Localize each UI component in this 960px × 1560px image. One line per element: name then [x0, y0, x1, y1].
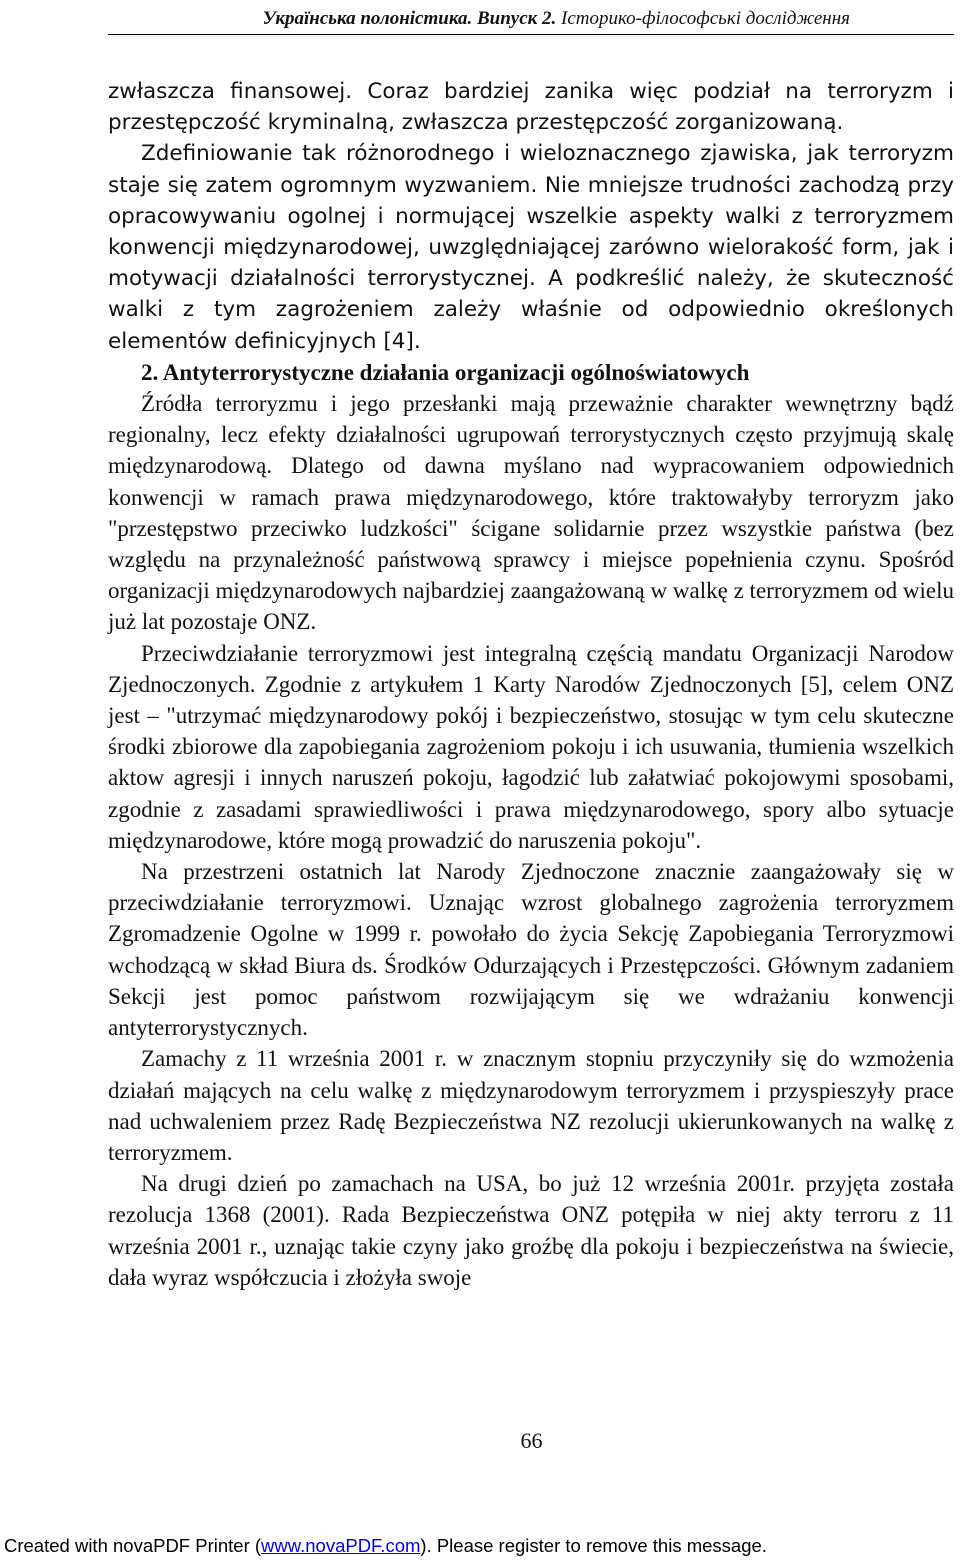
paragraph-7: Na drugi dzień po zamachach na USA, bo już 12 września 2001r. przyjęta została rezolucja 1368 (2001). Rada Bezpieczeństwa ONZ potępiła w niej akty terroru z 11 września 2001 r., uznając takie czyny jako groźbę dla pokoju i bezpieczeństwa na świecie, dała wyraz współczucia i złożyła swoje — [108, 1171, 954, 1290]
paragraph-6: Zamachy z 11 września 2001 r. w znacznym stopniu przyczyniły się do wzmożenia działań mających na celu walkę z międzynarodowym terroryzmem i przyspieszyły prace nad uchwaleniem przez Radę Bezpieczeństwa NZ rezolucji ukierunkowanych na walkę z terroryzmem. — [108, 1046, 954, 1165]
header-rule — [108, 34, 954, 35]
page-body — [108, 76, 954, 1293]
page-number: 66 — [520, 1428, 543, 1453]
paragraph-1: zwłaszcza finansowej. Coraz bardziej zanika więc podział na terroryzm i przestępczość kryminalną, zwłaszcza przestępczość zorganizowaną. — [108, 79, 954, 136]
pdf-watermark-footer — [4, 1535, 767, 1557]
paragraph-3-part-b: Dlatego od dawna myślano nad wypracowaniem odpowiednich konwencji w ramach prawa międzynarodowego, które traktowałyby terroryzm jako "przestępstwo przeciwko ludzkości" ścigane solidarnie przez wszystkie państwa (bez względu na przynależność państwową sprawcy i miejsce popełnienia czynu. Spośród organizacji międzynarodowych najbardziej zaangażowaną w walkę z terroryzmem od wielu już lat pozostaje ONZ. — [108, 453, 954, 635]
paragraph-3-part-a: Źródła terroryzmu i jego przesłanki mają przeważnie charakter wewnętrzny bądź regionalny, lecz efekty działalności ugrupowań terrorystycznych często przyjmują skalę międzynarodową. — [108, 391, 954, 479]
paragraph-4: Przeciwdziałanie terroryzmowi jest integralną częścią mandatu Organizacji Narodow Zjednoczonych. Zgodnie z artykułem 1 Karty Narodów Zjednoczonych [5], celem ONZ jest – "utrzymać międzynarodowy pokój i bezpieczeństwo, stosując w tym celu skuteczne środki zbiorowe dla zapobiegania zagrożeniom pokoju i ich usuwania, tłumienia wszelkich aktow agresji i innych naruszeń pokoju, łagodzić lub załatwiać pokojowymi sposobami, zgodnie z zasadami sprawiedliwości i prawa międzynarodowego, spory albo sytuacje międzynarodowe, które mogą prowadzić do naruszenia pokoju". — [108, 640, 954, 853]
paragraph-2-part-b: Nie mniejsze trudności zachodzą przy opracowywaniu ogolnej i normującej wszelkie aspekty walki z terroryzmem konwencji międzynarodowej, uwzględniającej zarówno wielorakość form, jak i motywacji działalności terrorystycznej. — [108, 172, 954, 292]
paragraph-2-part-c: A podkreślić należy, że skuteczność walki z tym zagrożeniem zależy właśnie od odpowiednio określonych elementów definicyjnych [4]. — [108, 266, 954, 354]
section-title: Історико-філософські дослідження — [561, 8, 850, 29]
footer-prefix: Created with novaPDF Printer ( — [4, 1535, 262, 1556]
footer-suffix: ). Please register to remove this message. — [420, 1535, 767, 1556]
journal-title: Українська полоністика. Випуск 2. — [262, 8, 557, 29]
paragraph-2 — [108, 138, 954, 356]
section-heading: 2. Antyterrorystyczne działania organizacji ogólnoświatowych — [141, 359, 750, 385]
novapdf-link[interactable]: www.novaPDF.com — [261, 1535, 421, 1556]
running-header — [0, 4, 960, 38]
paragraph-3 — [108, 388, 954, 638]
paragraph-2-part-a: Zdefiniowanie tak różnorodnego i wieloznacznego zjawiska, jak terroryzm staje się zatem ogromnym wyzwaniem. — [108, 141, 954, 198]
paragraph-5: Na przestrzeni ostatnich lat Narody Zjednoczone znacznie zaangażowały się w przeciwdziałanie terroryzmowi. Uznając wzrost globalnego zagrożenia terroryzmem Zgromadzenie Ogolne w 1999 r. powołało do życia Sekcję Zapobiegania Terroryzmowi wchodzącą w skład Biura ds. Środków Odurzających i Przestępczości. Głównym zadaniem Sekcji jest pomoc państwom rozwijającym się we wdrażaniu konwencji antyterrorystycznych. — [108, 859, 954, 1041]
